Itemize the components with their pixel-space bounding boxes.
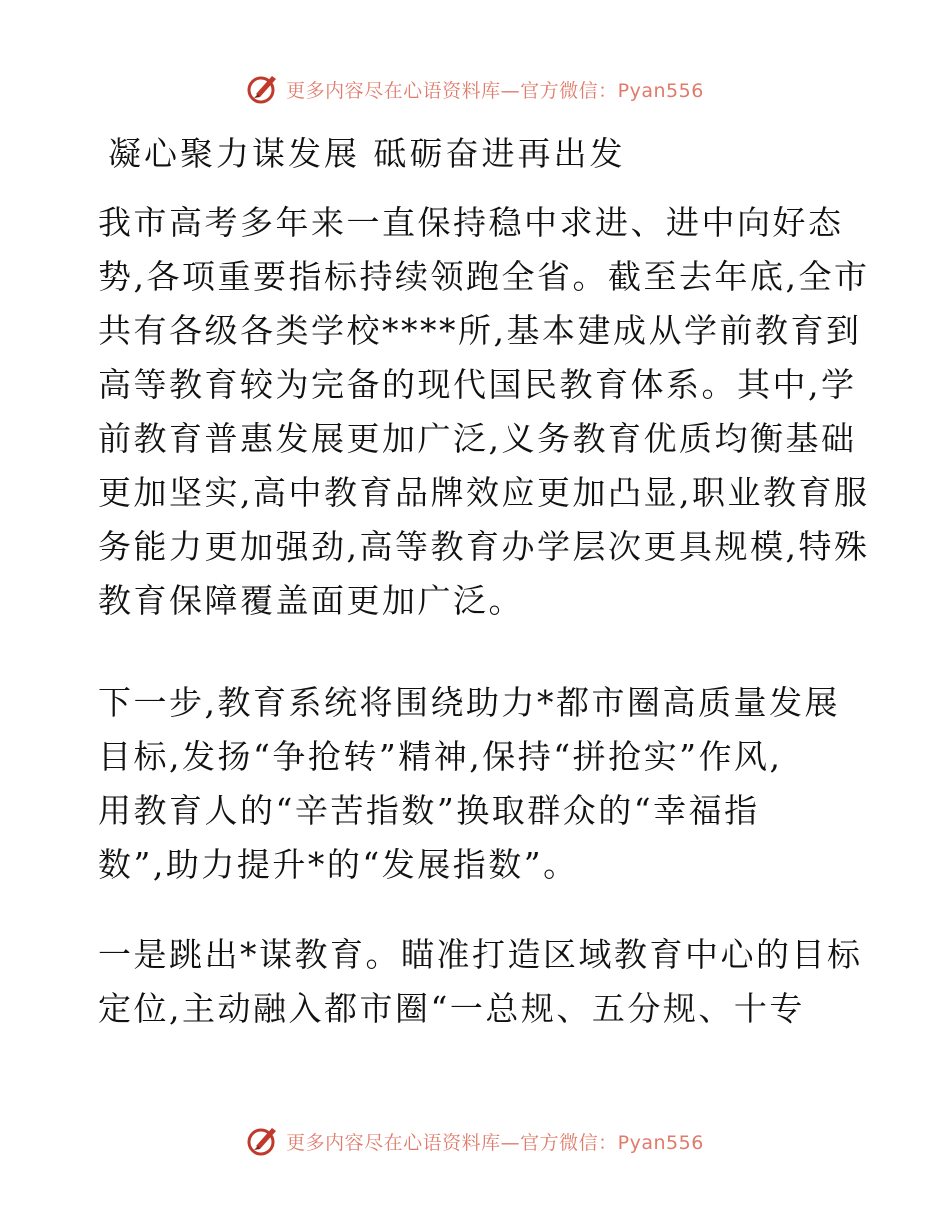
text-line: 更加坚实,高中教育品牌效应更加凸显,职业教育服 [98,473,870,512]
text-line: 用教育人的“辛苦指数”换取群众的“幸福指 [98,791,760,830]
quill-logo-icon [246,72,280,106]
text-line: 我市高考多年来一直保持稳中求进、进中向好态 [98,203,844,242]
paragraph-3 [98,928,863,1036]
quill-logo-icon [246,1124,280,1158]
text-line: 一是跳出*谋教育。瞄准打造区域教育中心的目标 [98,935,863,974]
text-line: 高等教育较为完备的现代国民教育体系。其中,学 [98,365,857,404]
text-line: 数”,助力提升*的“发展指数”。 [98,845,579,884]
text-line: 共有各级各类学校****所,基本建成从学前教育到 [98,311,862,350]
text-line: 前教育普惠发展更加广泛,义务教育优质均衡基础 [98,419,857,458]
text-line: 下一步,教育系统将围绕助力*都市圈高质量发展 [98,683,840,722]
text-line: 定位,主动融入都市圈“一总规、五分规、十专 [98,989,805,1028]
paragraph-2 [98,676,858,892]
text-line: 务能力更加强劲,高等教育办学层次更具规模,特殊 [98,527,870,566]
watermark-text: 更多内容尽在心语资料库—官方微信：Pyan556 [286,1131,704,1154]
watermark-text: 更多内容尽在心语资料库—官方微信：Pyan556 [286,79,704,102]
text-line: 势,各项重要指标持续领跑全省。截至去年底,全市 [98,257,870,296]
text-line: 目标,发扬“争抢转”精神,保持“拼抢实”作风, [98,737,783,776]
document-title: 凝心聚力谋发展 砥砺奋进再出发 [108,134,626,173]
text-line: 教育保障覆盖面更加广泛。 [98,581,524,620]
footer-watermark [0,1124,950,1158]
header-watermark [0,72,950,106]
paragraph-1 [98,196,870,628]
